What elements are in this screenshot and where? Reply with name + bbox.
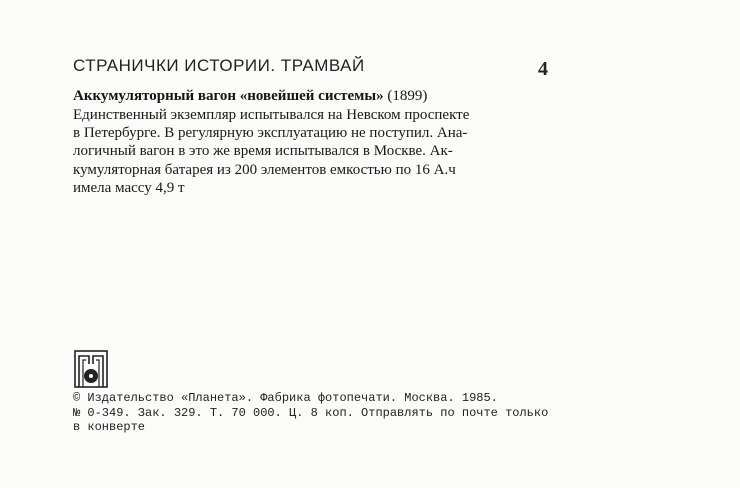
description-line: имела массу 4,9 т <box>73 179 185 196</box>
description-line: в Петербурге. В регулярную эксплуатацию не поступил. Ана- <box>73 125 468 142</box>
imprint <box>73 391 548 435</box>
imprint-line: № 0-349. Зак. 329. Т. 70 000. Ц. 8 коп. Отправлять по почте только <box>73 405 549 420</box>
subject-heading <box>73 88 427 105</box>
publisher-logo <box>74 350 108 388</box>
description-line: Единственный экземпляр испытывался на Невском проспекте <box>73 107 470 123</box>
description <box>73 106 563 197</box>
imprint-line: © Издательство «Планета». Фабрика фотопечати. Москва. 1985. <box>73 391 498 405</box>
description-line: логичный вагон в это же время испытывался в Москве. Ак- <box>73 143 453 160</box>
description-line: кумуляторная батарея из 200 элементов емкостью по 16 А.ч <box>73 161 456 178</box>
imprint-line: в конверте <box>73 420 146 434</box>
series-title: СТРАНИЧКИ ИСТОРИИ. ТРАМВАЙ <box>73 56 365 75</box>
subject-year: (1899) <box>387 88 428 104</box>
card-number: 4 <box>538 58 548 80</box>
subject-name: Аккумуляторный вагон «новейшей системы» <box>73 88 384 104</box>
